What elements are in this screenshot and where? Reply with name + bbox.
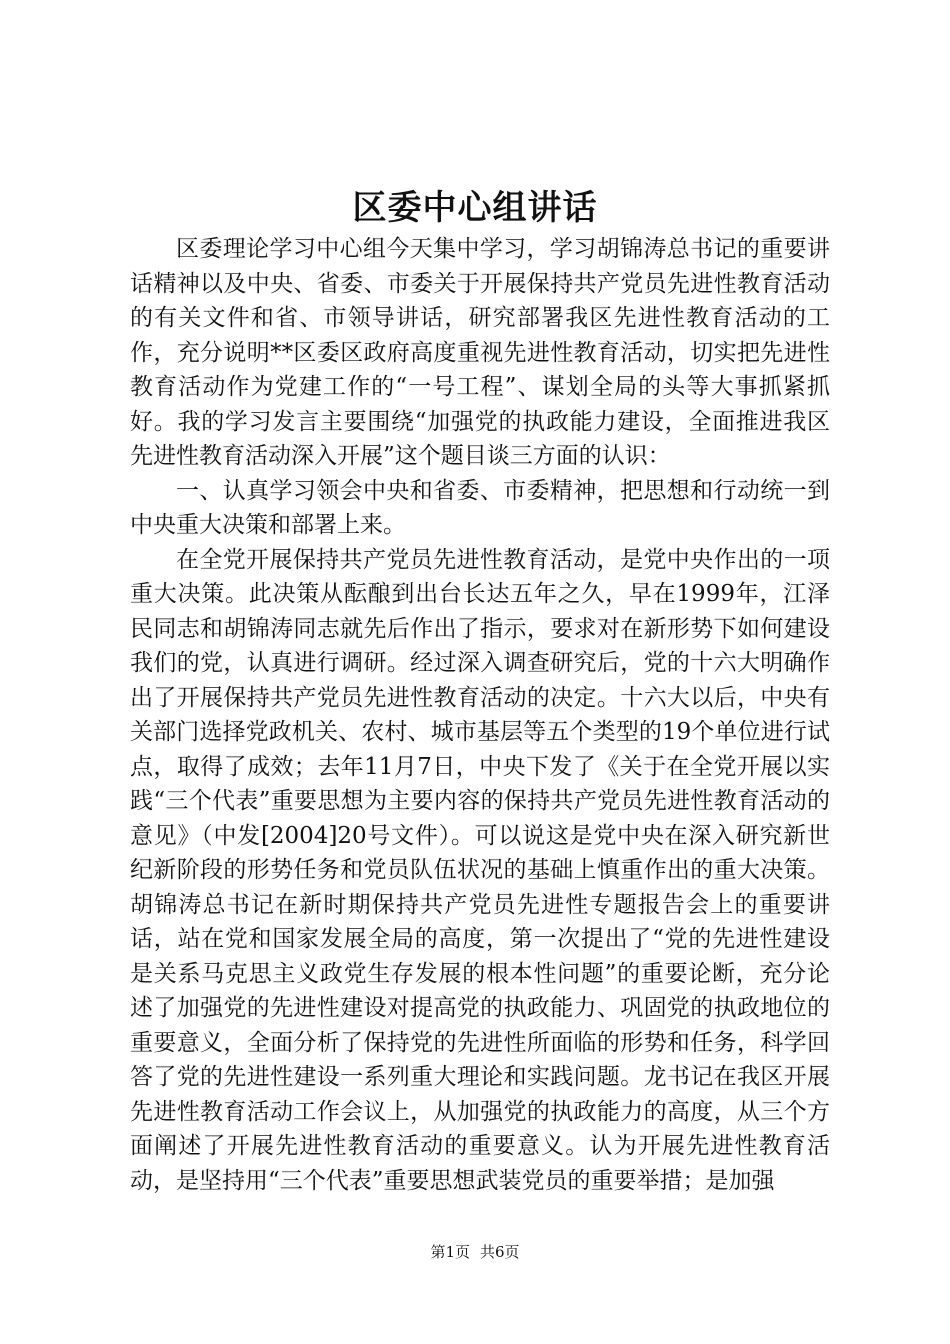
paragraph-intro: 区委理论学习中心组今天集中学习，学习胡锦涛总书记的重要讲话精神以及中央、省委、市委关于开展保持共产党员先进性教育活动的有关文件和省、市领导讲话，研究部署我区先进性教育活动的工作，充分说明**区委区政府高度重视先进性教育活动，切实把先进性教育活动作为党建工作的“一号工程”、谋划全局的头等大事抓紧抓好。我的学习发言主要围绕“加强党的执政能力建设，全面推进我区先进性教育活动深入开展”这个题目谈三方面的认识： (130, 236, 830, 469)
page-total: 共6页 (480, 1243, 520, 1261)
paragraph-section-heading: 一、认真学习领会中央和省委、市委精神，把思想和行动统一到中央重大决策和部署上来。 (130, 477, 830, 538)
document-body (130, 232, 830, 1198)
page-footer (0, 1242, 950, 1262)
document-title: 区委中心组讲话 (352, 188, 598, 228)
paragraph-main: 在全党开展保持共产党员先进性教育活动，是党中央作出的一项重大决策。此决策从酝酿到出台长达五年之久，早在1999年，江泽民同志和胡锦涛同志就先后作出了指示，要求对在新形势下如何建设我们的党，认真进行调研。经过深入调查研究后，党的十六大明确作出了开展保持共产党员先进性教育活动的决定。十六大以后，中央有关部门选择党政机关、农村、城市基层等五个类型的19个单位进行试点，取得了成效；去年11月7日，中央下发了《关于在全党开展以实践“三个代表”重要思想为主要内容的保持共产党员先进性教育活动的意见》（中发[2004]20号文件）。可以说这是党中央在深入研究新世纪新阶段的形势任务和党员队伍状况的基础上慎重作出的重大决策。胡锦涛总书记在新时期保持共产党员先进性专题报告会上的重要讲话，站在党和国家发展全局的高度，第一次提出了“党的先进性建设是关系马克思主义政党生存发展的根本性问题”的重要论断，充分论述了加强党的先进性建设对提高党的执政能力、巩固党的执政地位的重要意义，全面分析了保持党的先进性所面临的形势和任务，科学回答了党的先进性建设一系列重大理论和实践问题。龙书记在我区开展先进性教育活动工作会议上，从加强党的执政能力的高度，从三个方面阐述了开展先进性教育活动的重要意义。认为开展先进性教育活动，是坚持用“三个代表”重要思想武装党员的重要举措；是加强 (130, 546, 830, 1194)
page-number: 第1页 (430, 1243, 470, 1261)
